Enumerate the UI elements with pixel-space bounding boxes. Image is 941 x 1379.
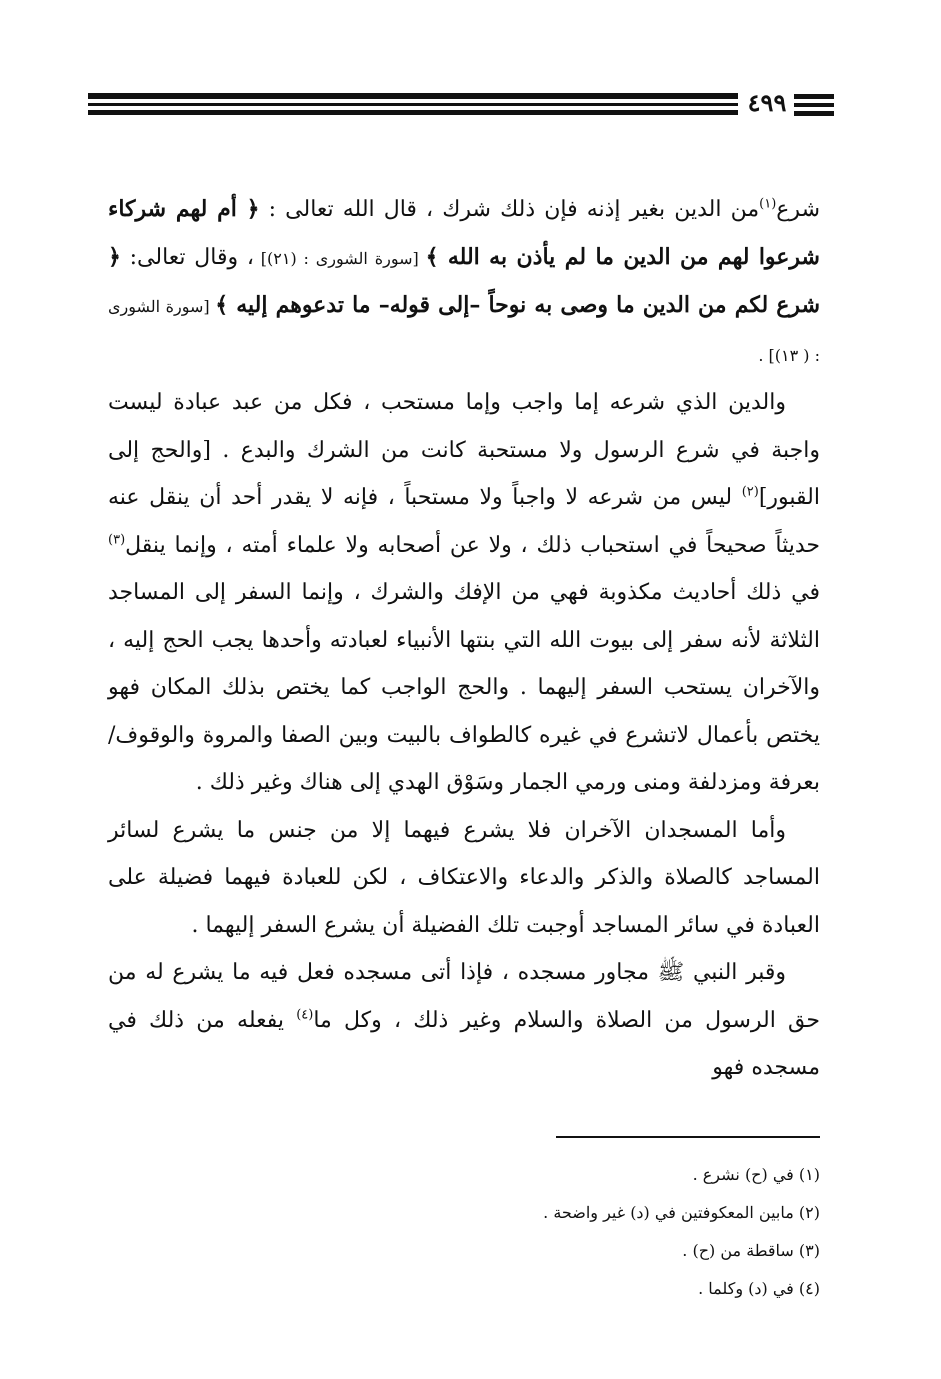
paragraph (108, 186, 820, 379)
header-rule (88, 110, 738, 115)
footnote-separator (556, 1136, 820, 1138)
verse-citation: [سورة الشورى : ( ١٣)] . (108, 297, 820, 365)
footnote: (٢) مابين المعكوفتين في (د) غير واضحة . (543, 1203, 820, 1222)
header-mark (794, 94, 834, 99)
text-run: في ذلك أحاديث مكذوبة فهي من الإفك والشرك ، وإنما السفر إلى المساجد الثلاثة لأنه سفر إلى بيوت الله التي بنتها الأنبياء لعبادته وأحدها يجب الحج إليه ، والآخران يستحب السفر إليهما . والحج الواجب كما يختص بذلك المكان فهو يختص بأعمال لاتشرع في غيره كالطواف بالبيت وبين الصفا والمروة والوقوف/ بعرفة ومزدلفة ومنى ورمي الجمار وسَوْق الهدي إلى هناك وغير ذلك . (108, 580, 820, 795)
text-run: وقبر النبي ﷺ مجاور مسجده ، فإذا أتى مسجده فعل فيه ما يشرع له من حق الرسول من الصلاة والسلام وغير ذلك ، وكل ما (108, 960, 821, 1033)
quran-verse: ﴿ أم لهم شركاء شرعوا لهم من الدين ما لم يأذن به الله ﴾ (108, 196, 820, 270)
text-run: ، وقال تعالى: (120, 244, 254, 270)
text-run: شرع (776, 197, 820, 222)
header-rule (88, 103, 738, 106)
text-run: يفعله من ذلك في مسجده فهو (108, 1007, 820, 1080)
footnote: (٤) في (د) وكلما . (698, 1279, 820, 1298)
footnote-ref: (٢) (741, 484, 759, 500)
main-text (108, 186, 820, 1092)
paragraph (108, 949, 820, 1092)
page-number: ٤٩٩ (747, 88, 787, 117)
page-header (88, 88, 833, 128)
text-run: والدين الذي شرعه إما واجب وإما مستحب ، فكل من عبد عبادة ليست واجبة في شرع الرسول ولا مستحبة كانت من الشرك والبدع . [والحج إلى القبور] (108, 390, 820, 510)
quran-verse: ﴿ شرع لكم من الدين ما وصى به نوحاً –إلى قوله– ما تدعوهم إليه ﴾ (108, 243, 820, 318)
footnote: (١) في (ح) نشرع . (692, 1165, 820, 1184)
footnote-ref: (٣) (108, 532, 126, 548)
header-mark (794, 111, 834, 116)
paragraph (108, 379, 820, 807)
verse-citation: [سورة الشورى : (٢١)] (253, 248, 426, 268)
footnote: (٣) ساقطة من (ح) . (682, 1241, 820, 1260)
footnote-ref: (١) (759, 196, 777, 212)
footnotes (300, 1156, 820, 1308)
text-run: وأما المسجدان الآخران فلا يشرع فيهما إلا من جنس ما يشرع لسائر المساجد كالصلاة والذكر والدعاء والاعتكاف ، لكن للعبادة فيهما فضيلة على العبادة في سائر المساجد أوجبت تلك الفضيلة أن يشرع السفر إليهما . (108, 817, 820, 938)
paragraph (108, 807, 820, 950)
header-rule (88, 93, 738, 99)
text-run: ليس من شرعه لا واجباً ولا مستحباً ، فإنه لا يقدر أحد أن ينقل عنه حديثاً صحيحاً في استحباب ذلك ، ولا عن أصحابه ولا علماء أمته ، وإنما ينقل (108, 485, 820, 558)
text-run: من الدين بغير إذنه فإن ذلك شرك ، قال الله تعالى : (259, 197, 760, 222)
footnote-ref: (٤) (296, 1007, 314, 1023)
header-mark (794, 103, 834, 107)
